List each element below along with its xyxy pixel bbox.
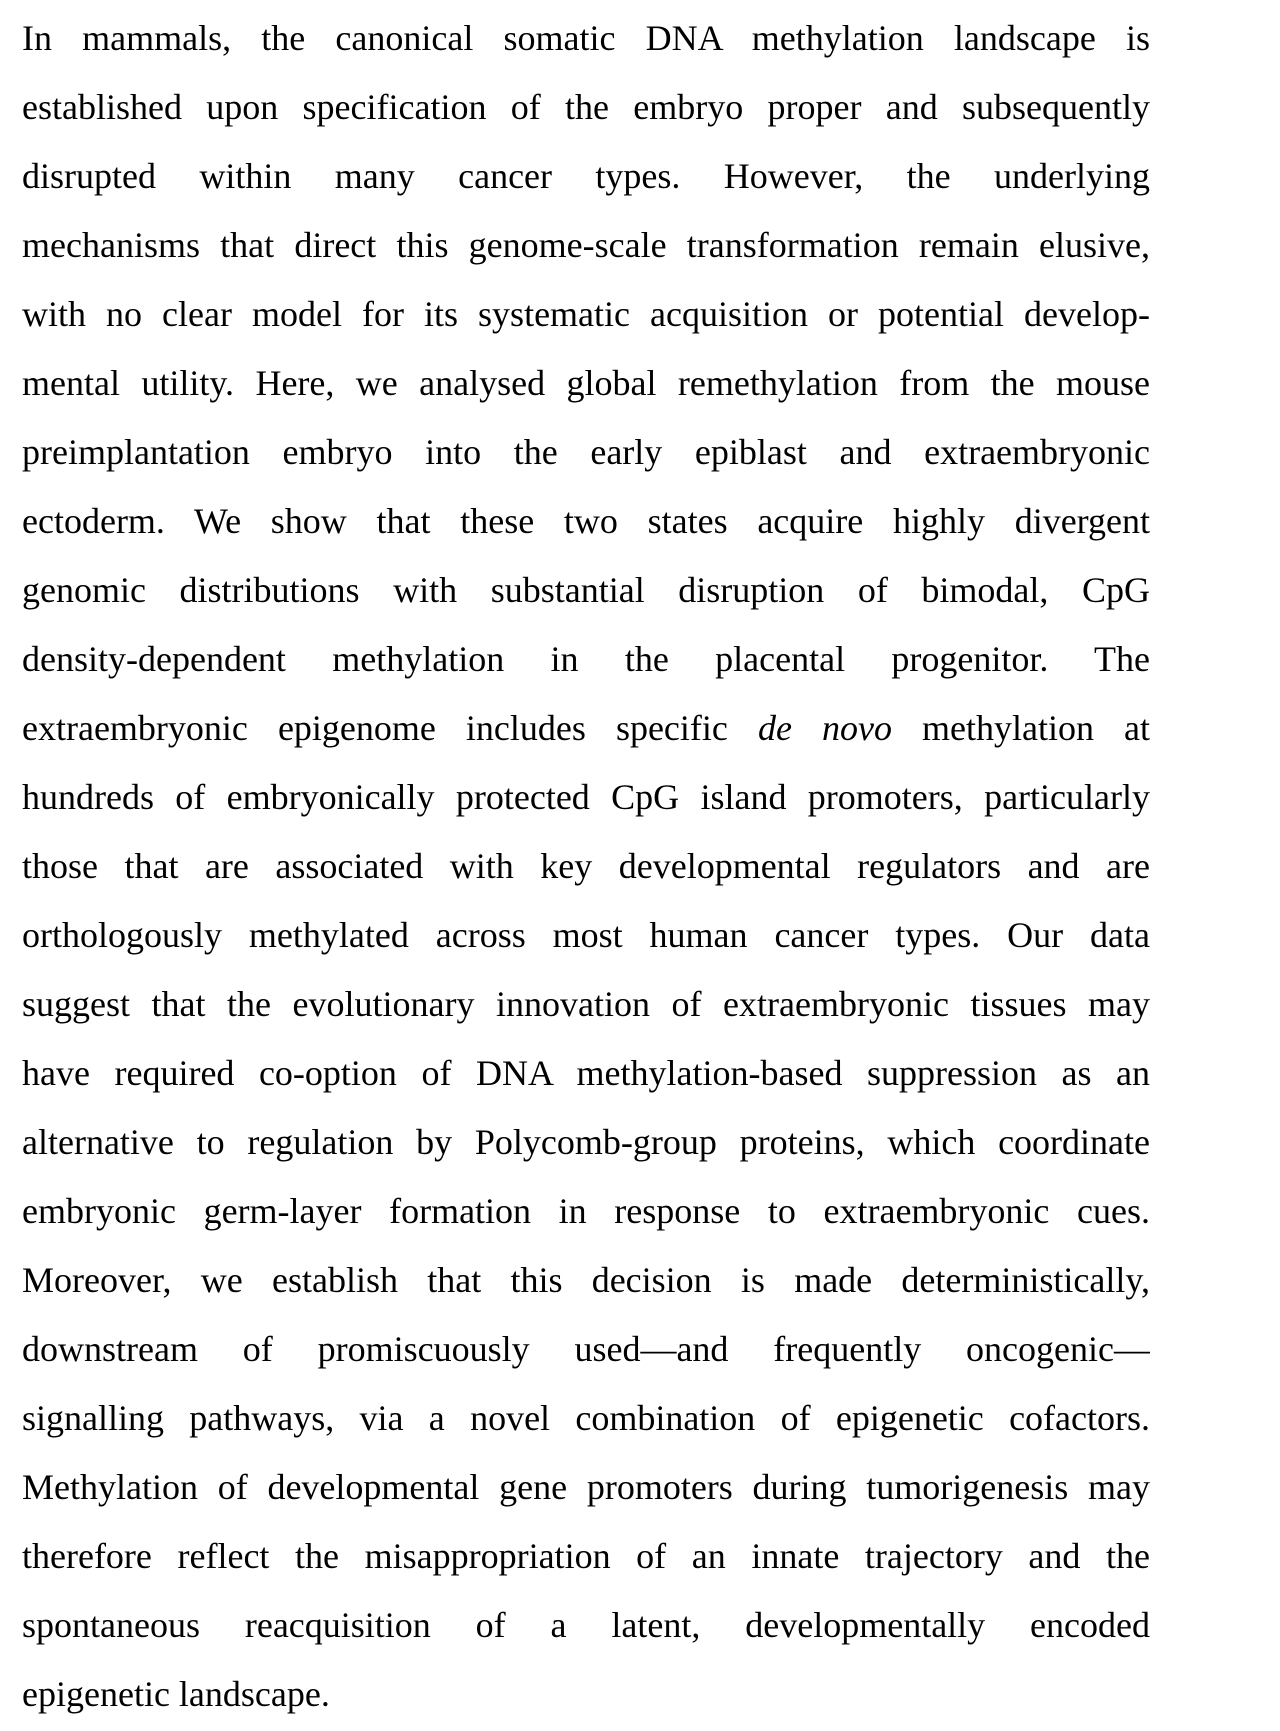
text-segment: hundreds of embryonically protected CpG island promoters, particularly xyxy=(22,777,1150,817)
text-segment: genomic distributions with substantial disruption of bimodal, CpG xyxy=(22,570,1150,610)
text-line xyxy=(22,1246,1150,1315)
text-line xyxy=(22,280,1150,349)
text-line xyxy=(22,1108,1150,1177)
text-line xyxy=(22,487,1150,556)
text-segment: signalling pathways, via a novel combination of epigenetic cofactors. xyxy=(22,1398,1150,1438)
text-segment: orthologously methylated across most human cancer types. Our data xyxy=(22,915,1150,955)
text-line xyxy=(22,970,1150,1039)
text-segment: with no clear model for its systematic acquisition or potential develop- xyxy=(22,294,1150,334)
text-segment: mental utility. Here, we analysed global remethylation from the mouse xyxy=(22,363,1150,403)
text-segment: those that are associated with key developmental regulators and are xyxy=(22,846,1150,886)
text-segment: mechanisms that direct this genome-scale transformation remain elusive, xyxy=(22,225,1150,265)
text-line xyxy=(22,1522,1150,1591)
text-line xyxy=(22,556,1150,625)
text-line xyxy=(22,1384,1150,1453)
text-segment: spontaneous reacquisition of a latent, developmentally encoded xyxy=(22,1605,1150,1645)
text-segment: epigenetic landscape. xyxy=(22,1674,330,1714)
text-line xyxy=(22,1039,1150,1108)
text-line xyxy=(22,142,1150,211)
text-line xyxy=(22,901,1150,970)
text-line xyxy=(22,73,1150,142)
text-segment: established upon specification of the embryo proper and subsequently xyxy=(22,87,1150,127)
text-segment: Methylation of developmental gene promoters during tumorigenesis may xyxy=(22,1467,1150,1507)
text-line xyxy=(22,832,1150,901)
text-line xyxy=(22,418,1150,487)
text-segment: Moreover, we establish that this decision is made deterministically, xyxy=(22,1260,1150,1300)
text-line xyxy=(22,625,1150,694)
text-line xyxy=(22,694,1150,763)
text-line xyxy=(22,1177,1150,1246)
text-line xyxy=(22,349,1150,418)
text-segment: preimplantation embryo into the early epiblast and extraembryonic xyxy=(22,432,1150,472)
text-segment: downstream of promiscuously used—and frequently oncogenic— xyxy=(22,1329,1150,1369)
text-segment: therefore reflect the misappropriation of an innate trajectory and the xyxy=(22,1536,1150,1576)
text-line xyxy=(22,211,1150,280)
italic-term: de novo xyxy=(757,708,892,748)
text-segment: suggest that the evolutionary innovation of extraembryonic tissues may xyxy=(22,984,1150,1024)
text-segment: have required co-option of DNA methylation-based suppression as an xyxy=(22,1053,1150,1093)
text-line xyxy=(22,1453,1150,1522)
text-line xyxy=(22,1591,1150,1660)
text-segment: extraembryonic epigenome includes specific xyxy=(22,708,758,748)
text-segment: embryonic germ-layer formation in response to extraembryonic cues. xyxy=(22,1191,1150,1231)
text-segment: alternative to regulation by Polycomb-group proteins, which coordinate xyxy=(22,1122,1150,1162)
text-line xyxy=(22,1660,1150,1729)
text-segment: ectoderm. We show that these two states acquire highly divergent xyxy=(22,501,1150,541)
text-line xyxy=(22,763,1150,832)
text-segment: density-dependent methylation in the placental progenitor. The xyxy=(22,639,1150,679)
text-segment: In mammals, the canonical somatic DNA methylation landscape is xyxy=(22,18,1150,58)
text-line xyxy=(22,4,1150,73)
text-line xyxy=(22,1315,1150,1384)
text-segment: disrupted within many cancer types. However, the underlying xyxy=(22,156,1150,196)
text-segment: methylation at xyxy=(891,708,1150,748)
